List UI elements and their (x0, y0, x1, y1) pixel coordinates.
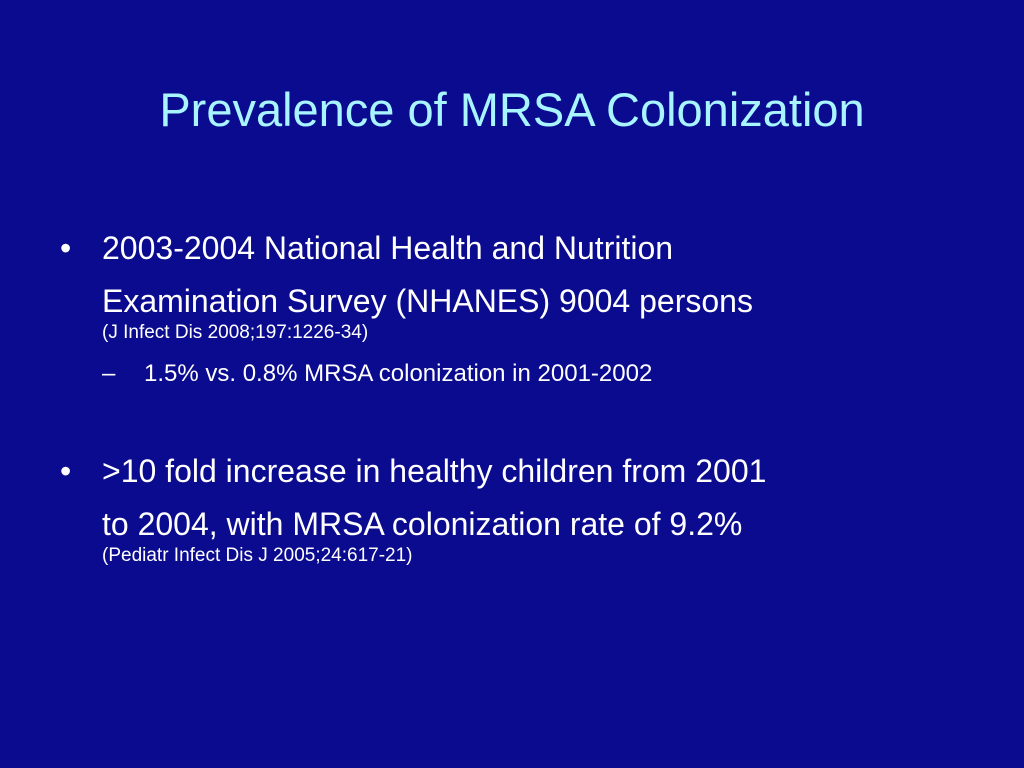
bullet-dot-icon: • (60, 453, 72, 489)
bullet-text-line: Examination Survey (NHANES) 9004 persons (102, 283, 753, 319)
bullet-dot-icon: • (60, 230, 72, 266)
bullet-item-children (60, 445, 960, 568)
bullet-item-nhanes (60, 222, 960, 395)
sub-bullet-text: 1.5% vs. 0.8% MRSA colonization in 2001-2002 (144, 360, 653, 387)
dash-icon: – (102, 360, 116, 387)
sub-bullet-item (102, 353, 960, 395)
slide-content (60, 222, 960, 568)
bullet-text-line: >10 fold increase in healthy children from 2001 (102, 453, 767, 489)
bullet-text-line: to 2004, with MRSA colonization rate of 9.2% (102, 506, 743, 542)
bullet-text-line: 2003-2004 National Health and Nutrition (102, 230, 674, 266)
citation: (J Infect Dis 2008;197:1226-34) (102, 322, 369, 343)
slide-title: Prevalence of MRSA Colonization (159, 83, 865, 136)
citation: (Pediatr Infect Dis J 2005;24:617-21) (102, 545, 413, 566)
